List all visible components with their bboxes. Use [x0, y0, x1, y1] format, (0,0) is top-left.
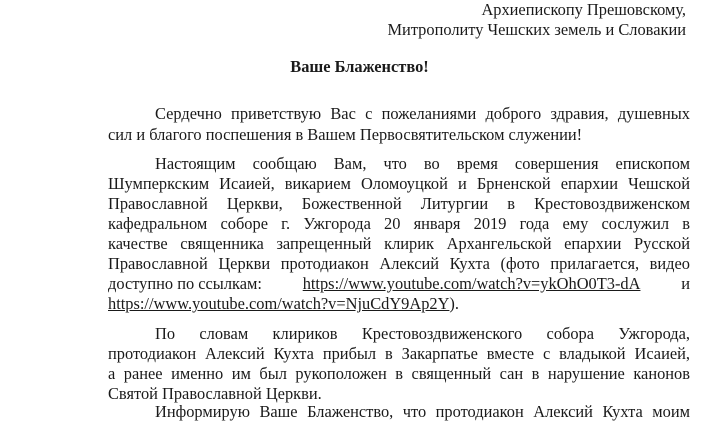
video-link-1[interactable]: https://www.youtube.com/watch?v=ykOhO0T3-dA	[302, 274, 641, 293]
paragraph-2-line-5: качестве священника запрещенный клирик Архангельской епархии Русской	[108, 234, 690, 253]
paragraph-1-line-2: сил и благого поспешения в Вашем Первосвятительском служении!	[108, 125, 583, 144]
links-intro: доступно по ссылкам:	[108, 274, 262, 293]
paragraph-2-line-3: Православной Церкви, Божественной Литургии в Крестовоздвиженском	[108, 194, 690, 213]
paragraph-3-line-1: По словам клириков Крестовоздвиженского собора Ужгорода,	[155, 324, 690, 343]
recipient-title: Архиепископу Прешовскому,	[481, 0, 686, 19]
paragraph-2-line-6: Православной Церкви протодиакон Алексий Кухта (фото прилагается, видео	[108, 254, 690, 273]
paragraph-2-line-4: кафедральном соборе г. Ужгорода 20 января 2019 года ему сослужил в	[108, 214, 690, 233]
paragraph-3-line-4: Святой Православной Церкви.	[108, 384, 322, 403]
salutation: Ваше Блаженство!	[290, 57, 429, 76]
paragraph-2-line-2: Шумперкским Исаией, викарием Оломоуцкой и Брненской епархии Чешской	[108, 174, 690, 193]
closing-paren: ).	[449, 294, 459, 313]
video-link-2[interactable]: https://www.youtube.com/watch?v=NjuCdY9Ap2Y	[108, 294, 450, 313]
recipient-title-2: Митрополиту Чешских земель и Словакии	[387, 20, 686, 39]
paragraph-1-line-1: Сердечно приветствую Вас с пожеланиями доброго здравия, душевных	[155, 104, 690, 123]
paragraph-2-line-8	[108, 294, 459, 313]
conjunction: и	[681, 274, 690, 293]
paragraph-3-line-2: протодиакон Алексий Кухта прибыл в Закарпатье вместе с владыкой Исаией,	[108, 344, 690, 363]
paragraph-3-line-3: а ранее именно им был рукоположен в священный сан в нарушение канонов	[108, 364, 690, 383]
paragraph-4-line-1: Информирую Ваше Блаженство, что протодиакон Алексий Кухта моим	[155, 402, 690, 421]
paragraph-2-line-1: Настоящим сообщаю Вам, что во время совершения епископом	[155, 154, 690, 173]
paragraph-2-line-7	[108, 274, 690, 293]
